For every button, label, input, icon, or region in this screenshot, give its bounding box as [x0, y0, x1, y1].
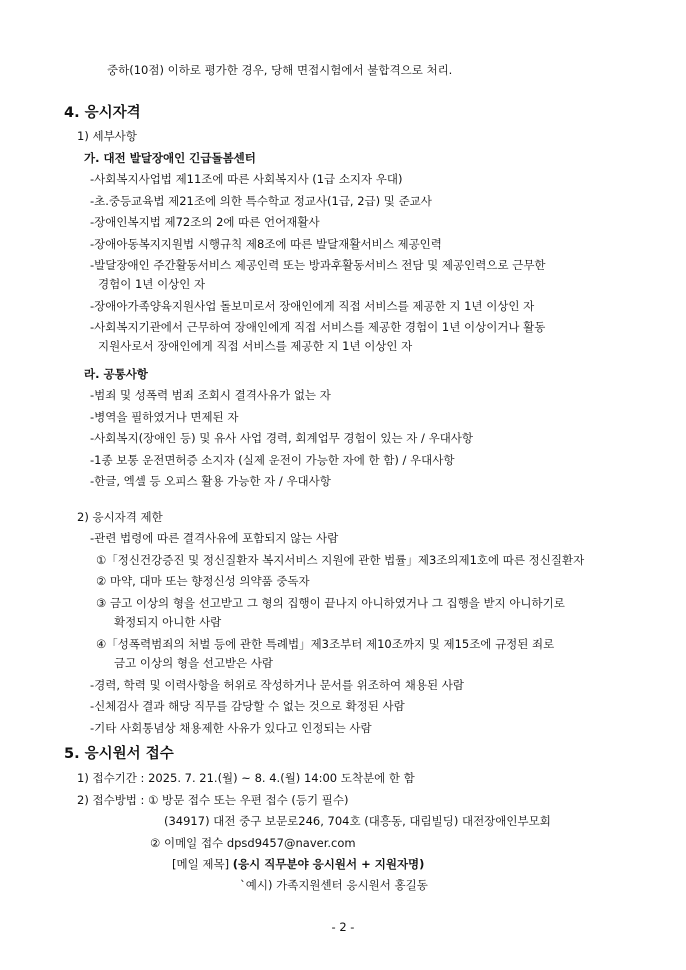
section-4-sub2-heading: 2) 응시자격 제한 [77, 510, 163, 524]
mailing-address: (34917) 대전 중구 보문로246, 704호 (대흥동, 대림빌딩) 대전장애인부모회 [164, 814, 551, 828]
list-item: -관련 법령에 따른 결격사유에 포함되지 않는 사람 [90, 531, 339, 545]
list-item: ①「정신건강증진 및 정신질환자 복지서비스 지원에 관한 법률」제3조의제1호에 따른 정신질환자 [96, 553, 585, 567]
intro-line: 중하(10점) 이하로 평가한 경우, 당해 면접시험에서 불합격으로 처리. [107, 63, 453, 77]
list-item-continuation: 지원사로서 장애인에게 직접 서비스를 제공한 지 1년 이상인 자 [98, 339, 413, 353]
list-item: ② 마약, 대마 또는 향정신성 의약품 중독자 [96, 574, 310, 588]
section-5-title: 5. 응시원서 접수 [64, 746, 174, 762]
list-item: -초.중등교육법 제21조에 의한 특수학교 정교사(1급, 2급) 및 준교사 [90, 194, 432, 208]
list-item: -병역을 필하였거나 면제된 자 [90, 410, 239, 424]
list-item: -장애인복지법 제72조의 2에 따른 언어재활사 [90, 215, 320, 229]
list-item: -1종 보통 운전면허증 소지자 (실제 운전이 가능한 자에 한 함) / 우대사항 [90, 453, 455, 467]
list-item: -사회복지기관에서 근무하여 장애인에게 직접 서비스를 제공한 경험이 1년 이상이거나 활동 [90, 320, 546, 334]
mail-subject-example: `예시) 가족지원센터 응시원서 홍길동 [240, 878, 428, 892]
list-item: -범죄 및 성폭력 범죄 조회시 결격사유가 없는 자 [90, 388, 331, 402]
list-item: -사회복지(장애인 등) 및 유사 사업 경력, 회계업무 경험이 있는 자 / 우대사항 [90, 431, 474, 445]
list-item: -발달장애인 주간활동서비스 제공인력 또는 방과후활동서비스 전담 및 제공인력으로 근무한 [90, 258, 546, 272]
list-item: -장애아동복지지원법 시행규칙 제8조에 따른 발달재활서비스 제공인력 [90, 237, 442, 251]
list-item: -신체검사 결과 해당 직무를 감당할 수 없는 것으로 확정된 사람 [90, 699, 405, 713]
section-4-sub1-heading: 1) 세부사항 [77, 129, 137, 143]
mail-subject-value: (응시 직무분야 응시원서 + 지원자명) [232, 857, 425, 871]
group-ga-heading: 가. 대전 발달장애인 긴급돌봄센터 [84, 151, 256, 165]
list-item: -기타 사회통념상 채용제한 사유가 있다고 인정되는 사람 [90, 721, 372, 735]
page-number: - 2 - [331, 920, 355, 934]
list-item: -장애아가족양육지원사업 돌보미로서 장애인에게 직접 서비스를 제공한 지 1년 이상인 자 [90, 299, 535, 313]
list-item: ④「성폭력범죄의 처벌 등에 관한 특례법」제3조부터 제10조까지 및 제15조에 규정된 죄로 [96, 637, 555, 651]
application-period: 1) 접수기간 : 2025. 7. 21.(월) ~ 8. 4.(월) 14:00 도착분에 한 함 [77, 771, 415, 785]
list-item: -한글, 엑셀 등 오피스 활용 가능한 자 / 우대사항 [90, 474, 331, 488]
email-submission: ② 이메일 접수 dpsd9457@naver.com [150, 836, 356, 850]
list-item: -경력, 학력 및 이력사항을 허위로 작성하거나 문서를 위조하여 채용된 사람 [90, 678, 464, 692]
group-ra-heading: 라. 공통사항 [84, 367, 148, 381]
application-method: 2) 접수방법 : ① 방문 접수 또는 우편 접수 (등기 필수) [77, 793, 349, 807]
list-item-continuation: 금고 이상의 형을 선고받은 사람 [114, 656, 274, 670]
section-4-title: 4. 응시자격 [64, 105, 141, 121]
list-item: -사회복지사업법 제11조에 따른 사회복지사 (1급 소지자 우대) [90, 172, 403, 186]
list-item-continuation: 경험이 1년 이상인 자 [98, 277, 206, 291]
list-item-continuation: 확정되지 아니한 사람 [114, 615, 222, 629]
list-item: ③ 금고 이상의 형을 선고받고 그 형의 집행이 끝나지 아니하였거나 그 집행을 받지 아니하기로 [96, 596, 565, 610]
mail-subject-label: [메일 제목] [172, 857, 230, 871]
mail-subject [172, 856, 424, 872]
